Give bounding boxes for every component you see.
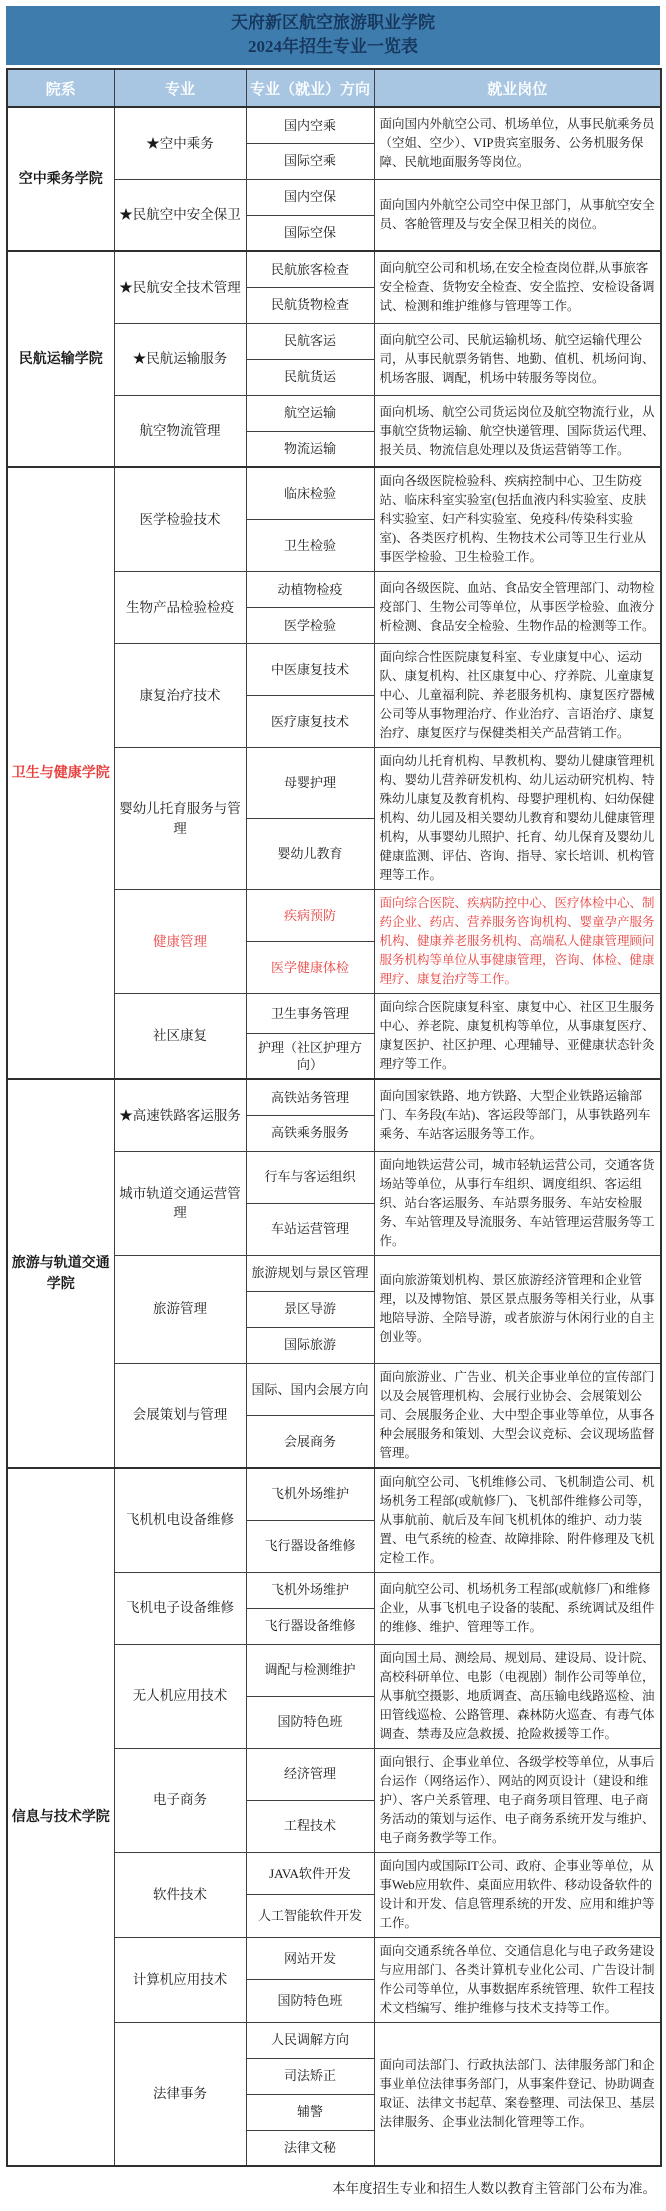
direction-cell: 婴幼儿教育: [246, 819, 374, 890]
major-cell: 康复治疗技术: [114, 644, 246, 748]
direction-cell: 民航货运: [246, 359, 374, 395]
major-cell: 法律事务: [114, 2022, 246, 2166]
direction-cell: 国防特色班: [246, 1980, 374, 2023]
direction-cell: 人工智能软件开发: [246, 1895, 374, 1938]
jobs-cell: 面向航空公司、飞机维修公司、飞机制造公司、机场机务工程部(或航修厂)、飞机部件维修公司等，从事航前、航后及车间飞机机体的维护、动力装置、电气系统的检查、故障排除、附件修理及飞机定检工作。: [374, 1468, 661, 1573]
major-cell: 社区康复: [114, 994, 246, 1080]
direction-cell: 高铁乘务服务: [246, 1115, 374, 1151]
direction-cell: 物流运输: [246, 431, 374, 467]
column-header-jobs: 就业岗位: [374, 69, 661, 107]
major-cell: 健康管理: [114, 890, 246, 994]
jobs-cell: 面向航空公司、民航运输机场、航空运输代理公司，从事民航票务销售、地勤、值机、机场问询、机场客服、调配，机场中转服务等岗位。: [374, 323, 661, 395]
table-row: [7, 251, 661, 287]
direction-cell: 医学检验: [246, 608, 374, 644]
direction-cell: 卫生事务管理: [246, 994, 374, 1034]
table-body: [7, 107, 661, 2166]
department-cell: 空中乘务学院: [7, 107, 114, 251]
major-cell: 电子商务: [114, 1748, 246, 1852]
page-title: [6, 6, 660, 65]
direction-cell: 经济管理: [246, 1748, 374, 1800]
jobs-cell: 面向国内外航空公司空中保卫部门，从事航空安全员、客舱管理及与安全保卫相关的岗位。: [374, 179, 661, 251]
table-row: [7, 1468, 661, 1520]
jobs-cell: 面向旅游业、广告业、机关企事业单位的宣传部门以及会展管理机构、会展行业协会、会展策划公司、会展服务企业、大中型企事业等单位，从事各种会展服务和策划、大型会议竞标、会议现场监督管理。: [374, 1363, 661, 1468]
direction-cell: 国际旅游: [246, 1327, 374, 1363]
major-cell: ★民航运输服务: [114, 323, 246, 395]
direction-cell: 景区导游: [246, 1291, 374, 1327]
direction-cell: 工程技术: [246, 1800, 374, 1852]
direction-cell: 车站运营管理: [246, 1203, 374, 1255]
direction-cell: 疾病预防: [246, 890, 374, 942]
jobs-cell: 面向交通系统各单位、交通信息化与电子政务建设与应用部门、各类计算机专业化公司、广告设计制作公司等单位，从事数据库系统管理、软件工程技术文档编写、维护维修与技术支持等工作。: [374, 1937, 661, 2022]
jobs-cell: 面向旅游策划机构、景区旅游经济管理和企业管理，以及博物馆、景区景点服务等相关行业，从事地陪导游、全陪导游，或者旅游与休闲行业的自主创业等。: [374, 1255, 661, 1363]
column-header-major: 专业: [114, 69, 246, 107]
direction-cell: 临床检验: [246, 467, 374, 519]
direction-cell: 民航客运: [246, 323, 374, 359]
majors-table: [6, 68, 662, 2167]
table-row: [7, 107, 661, 143]
direction-cell: 民航旅客检查: [246, 251, 374, 287]
direction-cell: 医疗康复技术: [246, 696, 374, 748]
direction-cell: 飞机外场维护: [246, 1572, 374, 1608]
direction-cell: 法律文秘: [246, 2130, 374, 2166]
jobs-cell: 面向综合医院、疾病防控中心、医疗体检中心、制药企业、药店、营养服务咨询机构、婴童孕产服务机构、健康养老服务机构、高端私人健康管理顾问服务机构等单位从事健康管理，咨询、体检、健康理疗、康复治疗等工作。: [374, 890, 661, 994]
direction-cell: 辅警: [246, 2094, 374, 2130]
direction-cell: 航空运输: [246, 395, 374, 431]
page-title-line2: 2024年招生专业一览表: [248, 37, 418, 57]
column-header-direction: 专业（就业）方向: [246, 69, 374, 107]
direction-cell: JAVA软件开发: [246, 1852, 374, 1895]
direction-cell: 国际、国内会展方向: [246, 1363, 374, 1415]
jobs-cell: 面向航空公司、机场机务工程部(或航修厂)和维修企业，从事飞机电子设备的装配、系统调试及组件的维修、维护、管理等工作。: [374, 1572, 661, 1644]
direction-cell: 网站开发: [246, 1937, 374, 1980]
department-cell: 卫生与健康学院: [7, 467, 114, 1079]
jobs-cell: 面向各级医院、血站、食品安全管理部门、动物检疫部门、生物公司等单位，从事医学检验、血液分析检测、食品安全检验、生物作品的检测等工作。: [374, 572, 661, 644]
direction-cell: 飞机外场维护: [246, 1468, 374, 1520]
major-cell: ★空中乘务: [114, 107, 246, 179]
major-cell: 婴幼儿托育服务与管理: [114, 748, 246, 890]
major-cell: 无人机应用技术: [114, 1644, 246, 1748]
major-cell: 医学检验技术: [114, 467, 246, 572]
department-cell: 民航运输学院: [7, 251, 114, 467]
major-cell: 软件技术: [114, 1852, 246, 1937]
jobs-cell: 面向国家铁路、地方铁路、大型企业铁路运输部门、车务段(车站)、客运段等部门，从事铁路列车乘务、车站客运服务等工作。: [374, 1079, 661, 1151]
direction-cell: 中医康复技术: [246, 644, 374, 696]
major-cell: 飞机机电设备维修: [114, 1468, 246, 1573]
direction-cell: 会展商务: [246, 1416, 374, 1468]
major-cell: 生物产品检验检疫: [114, 572, 246, 644]
direction-cell: 民航货物检查: [246, 287, 374, 323]
major-cell: 城市轨道交通运营管理: [114, 1151, 246, 1255]
jobs-cell: 面向国土局、测绘局、规划局、建设局、设计院、高校科研单位、电影（电视剧）制作公司等单位，从事航空摄影、地质调查、高压输电线路巡检、油田管线巡检、公路管理、森林防火巡查、有毒气体调查、禁毒及应急救援、抢险救援等工作。: [374, 1644, 661, 1748]
major-cell: 计算机应用技术: [114, 1937, 246, 2022]
direction-cell: 医学健康体检: [246, 942, 374, 994]
major-cell: ★高速铁路客运服务: [114, 1079, 246, 1151]
direction-cell: 卫生检验: [246, 520, 374, 572]
table-header: [7, 69, 661, 107]
column-header-department: 院系: [7, 69, 114, 107]
major-cell: ★民航空中安全保卫: [114, 179, 246, 251]
footer-note: 本年度招生专业和招生人数以教育主管部门公布为准。: [332, 2181, 656, 2197]
jobs-cell: 面向国内外航空公司、机场单位，从事民航乘务员（空姐、空少）、VIP贵宾室服务、公务机服务保障、民航地面服务等岗位。: [374, 107, 661, 179]
direction-cell: 国防特色班: [246, 1696, 374, 1748]
direction-cell: 司法矫正: [246, 2058, 374, 2094]
direction-cell: 国内空乘: [246, 107, 374, 143]
jobs-cell: 面向综合性医院康复科室、专业康复中心、运动队、康复机构、社区康复中心、疗养院、儿童康复中心、儿童福利院、养老服务机构、康复医疗器械公司等从事物理治疗、作业治疗、言语治疗、康复治疗、康复医疗与保健类相关产品营销工作。: [374, 644, 661, 748]
direction-cell: 国际空保: [246, 215, 374, 251]
major-cell: 航空物流管理: [114, 395, 246, 467]
direction-cell: 飞行器设备维修: [246, 1520, 374, 1572]
direction-cell: 母婴护理: [246, 748, 374, 819]
jobs-cell: 面向航空公司和机场,在安全检查岗位群,从事旅客安全检查、货物安全检查、安全监控、安检设备调试、检测和维护维修与管理等工作。: [374, 251, 661, 323]
jobs-cell: 面向综合医院康复科室、康复中心、社区卫生服务中心、养老院、康复机构等单位，从事康复医疗、康复医护、社区护理、心理辅导、亚健康状态针灸理疗等工作。: [374, 994, 661, 1080]
jobs-cell: 面向机场、航空公司货运岗位及航空物流行业，从事航空货物运输、航空快递管理、国际货运代理、报关员、物流信息处理以及货运营销等工作。: [374, 395, 661, 467]
direction-cell: 人民调解方向: [246, 2022, 374, 2058]
direction-cell: 旅游规划与景区管理: [246, 1255, 374, 1291]
jobs-cell: 面向银行、企事业单位、各级学校等单位，从事后台运作（网络运作）、网站的网页设计（建设和维护）、客户关系管理、电子商务项目管理、电子商务活动的策划与运作、电子商务系统开发与维护、电子商务教学等工作。: [374, 1748, 661, 1852]
jobs-cell: 面向各级医院检验科、疾病控制中心、卫生防疫站、临床科室实验室(包括血液内科实验室、皮肤科实验室、妇产科实验室、免疫科/传染科实验室)、各类医疗机构、生物技术公司等卫生行业从事医学检验、卫生检验工作。: [374, 467, 661, 572]
major-cell: ★民航安全技术管理: [114, 251, 246, 323]
jobs-cell: 面向幼儿托育机构、早教机构、婴幼儿健康管理机构、婴幼儿营养研发机构、幼儿运动研究机构、特殊幼儿康复及教育机构、母婴护理机构、妇幼保健机构、幼儿园及相关婴幼儿教育和婴幼儿健康管理机构，从事婴幼儿照护、托育、幼儿保育及婴幼儿健康监测、评估、咨询、指导、家长培训、机构管理等工作。: [374, 748, 661, 890]
direction-cell: 调配与检测维护: [246, 1644, 374, 1696]
department-cell: 旅游与轨道交通学院: [7, 1079, 114, 1468]
major-cell: 飞机电子设备维修: [114, 1572, 246, 1644]
direction-cell: 国际空乘: [246, 143, 374, 179]
direction-cell: 行车与客运组织: [246, 1151, 374, 1203]
major-cell: 会展策划与管理: [114, 1363, 246, 1468]
table-row: [7, 1079, 661, 1115]
direction-cell: 高铁站务管理: [246, 1079, 374, 1115]
table-row: [7, 467, 661, 519]
direction-cell: 飞行器设备维修: [246, 1608, 374, 1644]
page-title-line1: 天府新区航空旅游职业学院: [231, 13, 435, 32]
direction-cell: 动植物检疫: [246, 572, 374, 608]
direction-cell: 国内空保: [246, 179, 374, 215]
jobs-cell: 面向国内或国际IT公司、政府、企事业等单位，从事Web应用软件、桌面应用软件、移动设备软件的设计和开发、信息管理系统的开发、应用和维护等工作。: [374, 1852, 661, 1937]
jobs-cell: 面向地铁运营公司，城市轻轨运营公司，交通客货场站等单位，从事行车组织、调度组织、客运组织、站台客运服务、车站票务服务、车站安检服务、车站管理及导流服务、车站管理运营服务等工作。: [374, 1151, 661, 1255]
jobs-cell: 面向司法部门、行政执法部门、法律服务部门和企事业单位法律事务部门，从事案件登记、协助调查取证、法律文书起草、案卷整理、司法保卫、基层法律服务、企事业法制化管理等工作。: [374, 2022, 661, 2166]
direction-cell: 护理（社区护理方向）: [246, 1034, 374, 1079]
major-cell: 旅游管理: [114, 1255, 246, 1363]
department-cell: 信息与技术学院: [7, 1468, 114, 2167]
